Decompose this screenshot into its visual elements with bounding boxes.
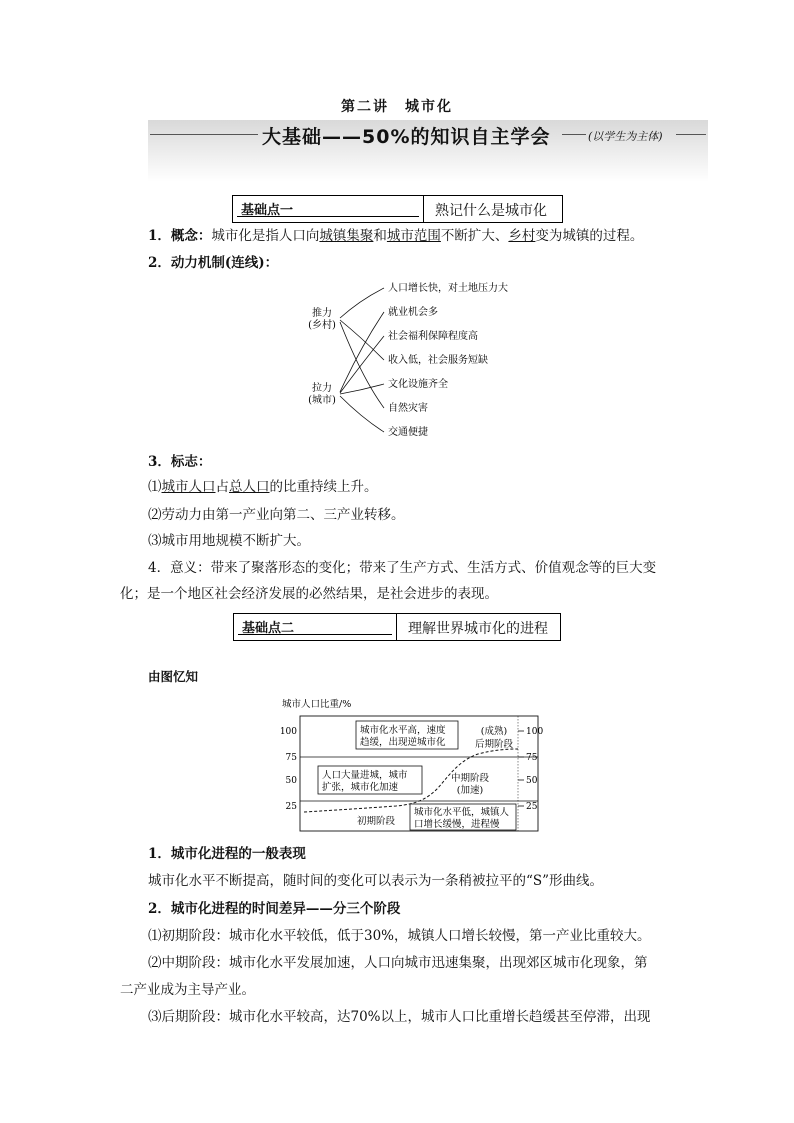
middle-stage-note-line-2: 扩张，城市化加速 [322,782,399,793]
process-general-body: 城市化水平不断提高，随时间的变化可以表示为一条稍被拉平的“S”形曲线。 [148,873,604,889]
tick-left-50: 50 [285,776,297,786]
stage-middle-text-1: ⑵中期阶段：城市化水平发展加速，人口向城市迅速集聚，出现郊区城市化现象，第 [148,955,648,971]
banner-heading: 大基础——50%的知识自主学会 [262,126,551,148]
signs-item-1-text-1: 占 [215,479,229,495]
diagram-item-1: 人口增长快，对土地压力大 [388,283,508,294]
concept-text-2: 和 [373,228,387,244]
signs-item-1-text-2: 的比重持续上升。 [269,479,378,495]
link-pull-5 [340,384,384,394]
early-stage-note-line-1: 城市化水平低，城镇人 [414,807,510,818]
concept-number: 1． [148,228,171,244]
signs-item-3: ⑶城市用地规模不断扩大。 [148,533,310,549]
signs-item-1 [148,477,378,497]
concept-text-1: 城市化是指人口向 [211,228,320,244]
figure-caption: 由图忆知 [148,669,199,684]
concept-text-4: 变为城镇的过程。 [535,228,644,244]
early-stage-note-line-2: 口增长缓慢，进程慢 [414,819,500,830]
early-stage-label: 初期阶段 [356,816,396,827]
diagram-item-4: 收入低，社会服务短缺 [388,355,488,366]
middle-stage-label: 中期阶段 [450,773,490,784]
tick-right-50: 50 [526,776,538,786]
signs-item-1-underline-2: 总人口 [229,479,270,495]
push-label: 推力 [312,308,332,319]
mechanism-diagram [300,278,530,444]
knowledge-point-2 [233,613,561,641]
knowledge-point-1-label-cell [233,196,424,222]
knowledge-point-2-underline [238,634,392,635]
stage-late-text: ⑶后期阶段：城市化水平较高，达70%以上，城市人口比重增长趋缓甚至停滞，出现 [148,1009,651,1025]
tick-left-100: 100 [279,727,297,737]
concept-heading: 概念： [170,228,212,244]
stages-heading: 2．城市化进程的时间差异——分三个阶段 [148,901,401,917]
late-stage-note-line-2: 趋缓，出现逆城市化 [360,737,446,748]
push-sub-label: (乡村) [308,320,336,331]
concept-paragraph [148,226,643,246]
concept-underline-2: 城市范围 [386,228,441,244]
mechanism-heading: 2．动力机制(连线)： [148,255,279,271]
middle-stage-note-line-1: 人口大量进城，城市 [322,770,408,781]
diagram-item-3: 社会福利保障程度高 [388,331,478,342]
link-push-1 [340,288,384,318]
link-pull-7 [340,396,384,432]
knowledge-point-1-label: 基础点一 [241,203,294,218]
link-push-4 [340,320,384,360]
knowledge-point-1-underline [237,216,419,217]
stage-middle-text-2: 二产业成为主导产业。 [120,982,255,998]
significance-line-1: 4．意义：带来了聚落形态的变化；带来了生产方式、生活方式、价值观念等的巨大变 [148,560,657,576]
stage-early-text: ⑴初期阶段：城市化水平较低，低于30%，城镇人口增长较慢，第一产业比重较大。 [148,928,651,944]
late-stage-maturity-label: (成熟) [480,726,508,737]
tick-right-25: 25 [526,802,538,812]
banner-rule-mid [562,134,586,135]
knowledge-point-2-label-cell [234,614,397,640]
signs-heading: 3．标志： [148,454,212,470]
signs-item-1-underline-1: 城市人口 [161,479,216,495]
middle-stage-speed-label: (加速) [456,785,484,796]
diagram-item-2: 就业机会多 [388,307,438,318]
diagram-item-6: 自然灾害 [388,403,428,414]
knowledge-point-1 [232,195,563,223]
knowledge-point-2-label: 基础点二 [242,621,295,636]
tick-right-100: 100 [526,727,544,737]
pull-sub-label: (城市) [308,395,336,406]
diagram-item-7: 交通便捷 [388,427,428,438]
urbanization-curve-chart [278,694,550,834]
diagram-item-5: 文化设施齐全 [388,379,448,390]
chart-y-axis-label: 城市人口比重/% [282,699,352,710]
late-stage-label: 后期阶段 [474,739,514,750]
banner-subheading: (以学生为主体) [588,130,663,143]
link-push-6 [340,322,384,408]
concept-text-3: 不断扩大、 [440,228,509,244]
pull-label: 拉力 [312,383,332,394]
link-pull-2 [340,312,384,392]
concept-underline-1: 城镇集聚 [319,228,374,244]
signs-item-1-number: ⑴ [148,479,162,495]
tick-right-75: 75 [526,753,538,763]
process-general-heading: 1．城市化进程的一般表现 [148,846,306,862]
banner-rule-right [676,134,706,135]
banner-rule-left [150,134,258,135]
tick-left-25: 25 [285,802,297,812]
signs-item-2: ⑵劳动力由第一产业向第二、三产业转移。 [148,507,405,523]
significance-line-2: 化；是一个地区社会经济发展的必然结果，是社会进步的表现。 [120,586,498,602]
knowledge-point-1-title: 熟记什么是城市化 [435,203,547,219]
late-stage-note-line-1: 城市化水平高，速度 [360,725,446,736]
tick-left-75: 75 [285,753,297,763]
knowledge-point-2-title: 理解世界城市化的进程 [408,621,548,637]
link-pull-3 [340,336,384,393]
lecture-title: 第二讲 城市化 [341,99,453,115]
concept-underline-3: 乡村 [508,228,536,244]
